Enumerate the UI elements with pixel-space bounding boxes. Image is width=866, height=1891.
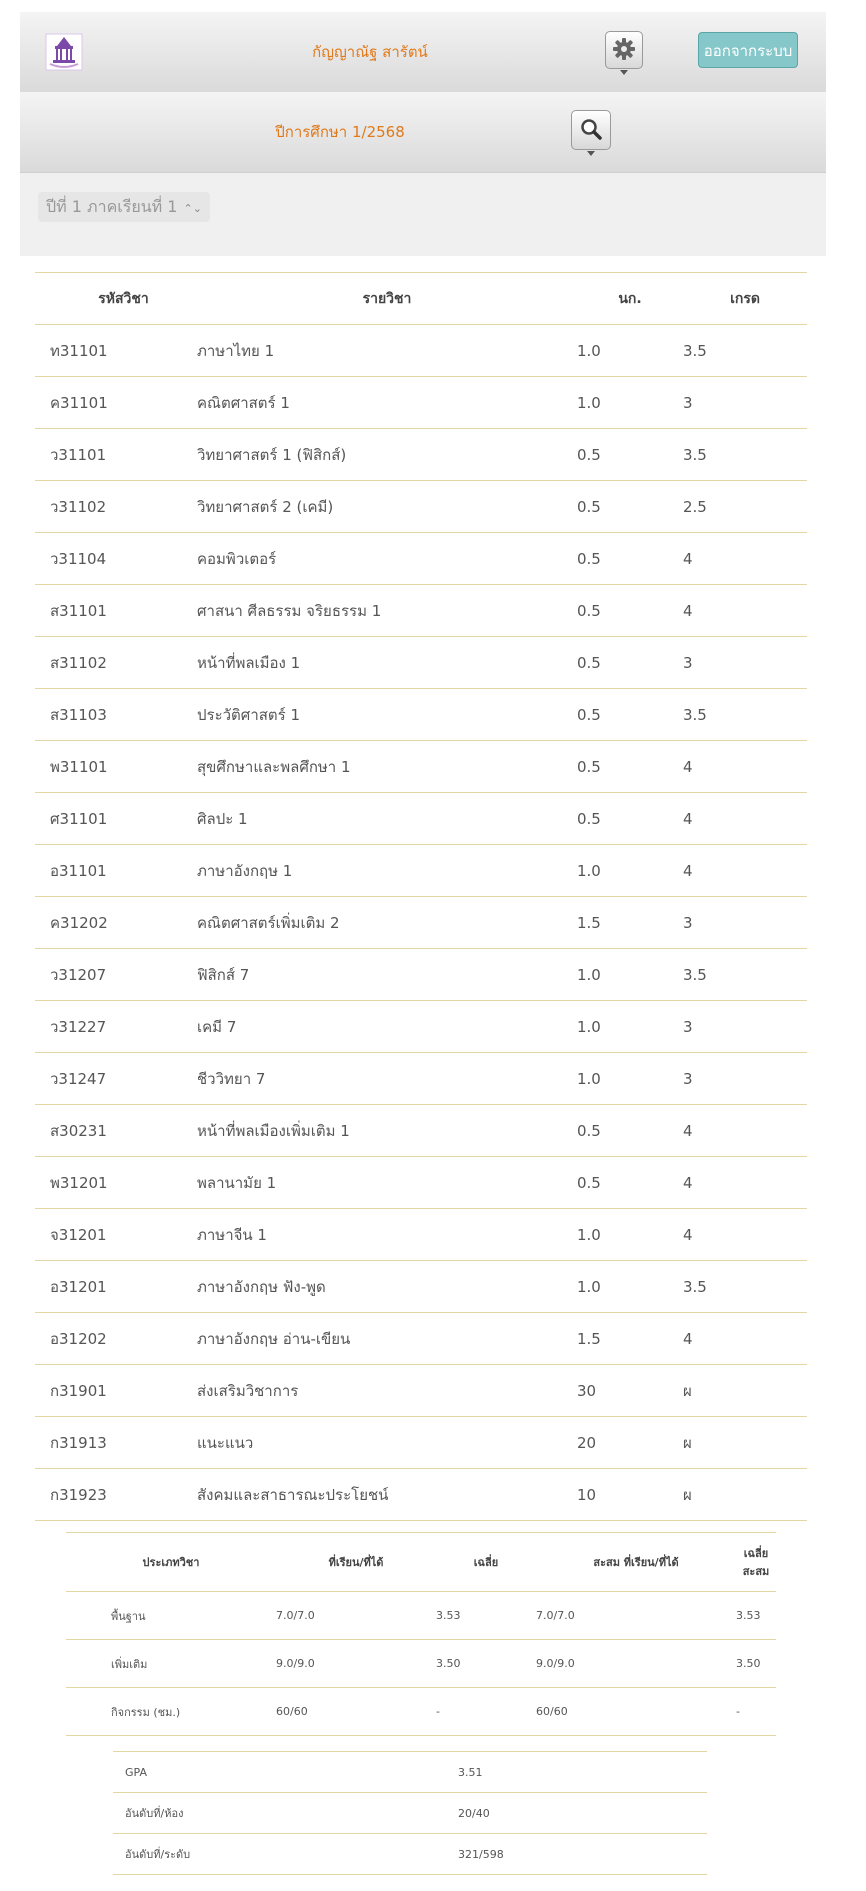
- gpa-table: [113, 1751, 707, 1875]
- subject-type: พื้นฐาน: [66, 1592, 276, 1640]
- school-logo: [44, 32, 84, 72]
- course-credits: 0.5: [577, 793, 683, 845]
- course-grade: 4: [683, 585, 807, 637]
- course-credits: 0.5: [577, 533, 683, 585]
- course-name: พลานามัย 1: [197, 1157, 577, 1209]
- course-code: อ31201: [35, 1261, 197, 1313]
- col-cumulative-average: เฉลี่ย สะสม: [736, 1533, 776, 1592]
- grades-header-row: [35, 273, 807, 325]
- course-code: ว31104: [35, 533, 197, 585]
- course-credits: 0.5: [577, 481, 683, 533]
- table-row: [35, 741, 807, 793]
- table-row: [35, 1417, 807, 1469]
- course-name: ศาสนา ศีลธรรม จริยธรรม 1: [197, 585, 577, 637]
- course-credits: 1.0: [577, 845, 683, 897]
- table-row: [35, 1469, 807, 1521]
- subject-type: กิจกรรม (ชม.): [66, 1688, 276, 1736]
- course-code: อ31101: [35, 845, 197, 897]
- course-credits: 30: [577, 1365, 683, 1417]
- course-credits: 1.0: [577, 1001, 683, 1053]
- course-credits: 1.0: [577, 325, 683, 377]
- course-grade: 4: [683, 845, 807, 897]
- cumulative-taken-earned: 9.0/9.0: [536, 1640, 736, 1688]
- course-credits: 0.5: [577, 1157, 683, 1209]
- course-grade: 3: [683, 377, 807, 429]
- course-code: จ31201: [35, 1209, 197, 1261]
- logout-button[interactable]: ออกจากระบบ: [698, 32, 798, 68]
- course-code: ก31923: [35, 1469, 197, 1521]
- chevron-updown-icon: ⌃⌄: [183, 202, 202, 215]
- course-credits: 0.5: [577, 741, 683, 793]
- table-row: [35, 585, 807, 637]
- top-panel: [20, 12, 826, 256]
- taken-earned: 7.0/7.0: [276, 1592, 436, 1640]
- course-code: ก31913: [35, 1417, 197, 1469]
- table-row: [35, 1157, 807, 1209]
- course-credits: 0.5: [577, 637, 683, 689]
- table-row: [35, 481, 807, 533]
- course-grade: 4: [683, 741, 807, 793]
- course-code: ศ31101: [35, 793, 197, 845]
- table-row: [35, 793, 807, 845]
- table-row: [35, 1365, 807, 1417]
- taken-earned: 60/60: [276, 1688, 436, 1736]
- course-code: ว31247: [35, 1053, 197, 1105]
- table-row: [35, 1261, 807, 1313]
- course-grade: 3.5: [683, 949, 807, 1001]
- course-name: ฟิสิกส์ 7: [197, 949, 577, 1001]
- course-credits: 1.0: [577, 1053, 683, 1105]
- course-credits: 20: [577, 1417, 683, 1469]
- summary-row: [66, 1688, 776, 1736]
- course-credits: 1.0: [577, 1209, 683, 1261]
- course-name: ภาษาจีน 1: [197, 1209, 577, 1261]
- gpa-label: อันดับที่/ห้อง: [113, 1793, 458, 1834]
- average: 3.53: [436, 1592, 536, 1640]
- course-code: ก31901: [35, 1365, 197, 1417]
- table-row: [35, 377, 807, 429]
- course-name: แนะแนว: [197, 1417, 577, 1469]
- header-bar: [20, 12, 826, 93]
- course-name: วิทยาศาสตร์ 2 (เคมี): [197, 481, 577, 533]
- course-grade: ผ: [683, 1469, 807, 1521]
- course-code: ค31202: [35, 897, 197, 949]
- course-grade: ผ: [683, 1365, 807, 1417]
- course-code: พ31101: [35, 741, 197, 793]
- course-grade: 4: [683, 1105, 807, 1157]
- table-row: [35, 845, 807, 897]
- cumulative-taken-earned: 7.0/7.0: [536, 1592, 736, 1640]
- course-name: ประวัติศาสตร์ 1: [197, 689, 577, 741]
- chevron-down-icon: [620, 70, 628, 75]
- course-credits: 0.5: [577, 1105, 683, 1157]
- course-name: คณิตศาสตร์เพิ่มเติม 2: [197, 897, 577, 949]
- course-code: ค31101: [35, 377, 197, 429]
- table-row: [35, 949, 807, 1001]
- summary-header-row: [66, 1533, 776, 1592]
- course-credits: 0.5: [577, 585, 683, 637]
- course-name: ส่งเสริมวิชาการ: [197, 1365, 577, 1417]
- course-name: ชีววิทยา 7: [197, 1053, 577, 1105]
- gpa-label: GPA: [113, 1752, 458, 1793]
- course-name: สุขศึกษาและพลศึกษา 1: [197, 741, 577, 793]
- course-code: ท31101: [35, 325, 197, 377]
- course-grade: 3.5: [683, 1261, 807, 1313]
- course-grade: 3.5: [683, 325, 807, 377]
- gpa-row: [113, 1793, 707, 1834]
- table-row: [35, 1053, 807, 1105]
- course-name: สังคมและสาธารณะประโยชน์: [197, 1469, 577, 1521]
- gpa-row: [113, 1752, 707, 1793]
- course-grade: 3: [683, 1053, 807, 1105]
- gear-icon[interactable]: [605, 31, 643, 69]
- search-icon[interactable]: [571, 110, 611, 150]
- course-code: ส30231: [35, 1105, 197, 1157]
- course-code: พ31201: [35, 1157, 197, 1209]
- course-credits: 0.5: [577, 429, 683, 481]
- term-select-value: ปีที่ 1 ภาคเรียนที่ 1: [46, 197, 178, 216]
- course-grade: 4: [683, 793, 807, 845]
- course-grade: 3.5: [683, 689, 807, 741]
- grades-table: [35, 272, 807, 1521]
- table-row: [35, 1105, 807, 1157]
- col-credits: นก.: [577, 273, 683, 325]
- course-code: ว31101: [35, 429, 197, 481]
- cumulative-average: -: [736, 1688, 776, 1736]
- col-average: เฉลี่ย: [436, 1533, 536, 1592]
- summary-row: [66, 1640, 776, 1688]
- course-code: ส31103: [35, 689, 197, 741]
- course-name: วิทยาศาสตร์ 1 (ฟิสิกส์): [197, 429, 577, 481]
- col-cumulative-taken-earned: สะสม ที่เรียน/ที่ได้: [536, 1533, 736, 1592]
- gpa-value: 3.51: [458, 1752, 707, 1793]
- cumulative-average: 3.53: [736, 1592, 776, 1640]
- course-grade: 4: [683, 1209, 807, 1261]
- course-name: เคมี 7: [197, 1001, 577, 1053]
- course-code: ส31101: [35, 585, 197, 637]
- table-row: [35, 637, 807, 689]
- course-grade: ผ: [683, 1417, 807, 1469]
- course-name: ภาษาอังกฤษ ฟัง-พูด: [197, 1261, 577, 1313]
- course-grade: 4: [683, 1157, 807, 1209]
- student-name: กัญญาณัฐ สารัตน์: [312, 43, 428, 61]
- course-name: ศิลปะ 1: [197, 793, 577, 845]
- course-name: คณิตศาสตร์ 1: [197, 377, 577, 429]
- gpa-value: 321/598: [458, 1834, 707, 1875]
- summary-table: [66, 1532, 776, 1736]
- course-grade: 3.5: [683, 429, 807, 481]
- col-grade: เกรด: [683, 273, 807, 325]
- gpa-row: [113, 1834, 707, 1875]
- course-name: คอมพิวเตอร์: [197, 533, 577, 585]
- course-name: ภาษาอังกฤษ 1: [197, 845, 577, 897]
- cumulative-average: 3.50: [736, 1640, 776, 1688]
- course-name: ภาษาอังกฤษ อ่าน-เขียน: [197, 1313, 577, 1365]
- term-bar: [20, 92, 826, 173]
- cumulative-taken-earned: 60/60: [536, 1688, 736, 1736]
- course-code: อ31202: [35, 1313, 197, 1365]
- course-credits: 1.5: [577, 1313, 683, 1365]
- course-name: หน้าที่พลเมืองเพิ่มเติม 1: [197, 1105, 577, 1157]
- course-credits: 10: [577, 1469, 683, 1521]
- course-grade: 4: [683, 1313, 807, 1365]
- course-credits: 1.0: [577, 377, 683, 429]
- course-grade: 4: [683, 533, 807, 585]
- course-grade: 3: [683, 897, 807, 949]
- col-subject-type: ประเภทวิชา: [66, 1533, 276, 1592]
- course-credits: 1.0: [577, 949, 683, 1001]
- subject-type: เพิ่มเติม: [66, 1640, 276, 1688]
- table-row: [35, 897, 807, 949]
- course-credits: 0.5: [577, 689, 683, 741]
- table-row: [35, 325, 807, 377]
- average: -: [436, 1688, 536, 1736]
- course-name: หน้าที่พลเมือง 1: [197, 637, 577, 689]
- course-credits: 1.0: [577, 1261, 683, 1313]
- table-row: [35, 1313, 807, 1365]
- course-grade: 3: [683, 637, 807, 689]
- course-code: ว31227: [35, 1001, 197, 1053]
- gpa-value: 20/40: [458, 1793, 707, 1834]
- gpa-label: อันดับที่/ระดับ: [113, 1834, 458, 1875]
- col-course-name: รายวิชา: [197, 273, 577, 325]
- course-code: ว31207: [35, 949, 197, 1001]
- average: 3.50: [436, 1640, 536, 1688]
- course-name: ภาษาไทย 1: [197, 325, 577, 377]
- table-row: [35, 533, 807, 585]
- academic-year: ปีการศึกษา 1/2568: [275, 123, 405, 141]
- table-row: [35, 1001, 807, 1053]
- course-code: ส31102: [35, 637, 197, 689]
- course-grade: 3: [683, 1001, 807, 1053]
- course-grade: 2.5: [683, 481, 807, 533]
- term-select[interactable]: [38, 192, 210, 222]
- table-row: [35, 689, 807, 741]
- table-row: [35, 429, 807, 481]
- taken-earned: 9.0/9.0: [276, 1640, 436, 1688]
- col-taken-earned: ที่เรียน/ที่ได้: [276, 1533, 436, 1592]
- summary-row: [66, 1592, 776, 1640]
- chevron-down-icon: [587, 151, 595, 156]
- col-course-code: รหัสวิชา: [35, 273, 197, 325]
- course-credits: 1.5: [577, 897, 683, 949]
- course-code: ว31102: [35, 481, 197, 533]
- table-row: [35, 1209, 807, 1261]
